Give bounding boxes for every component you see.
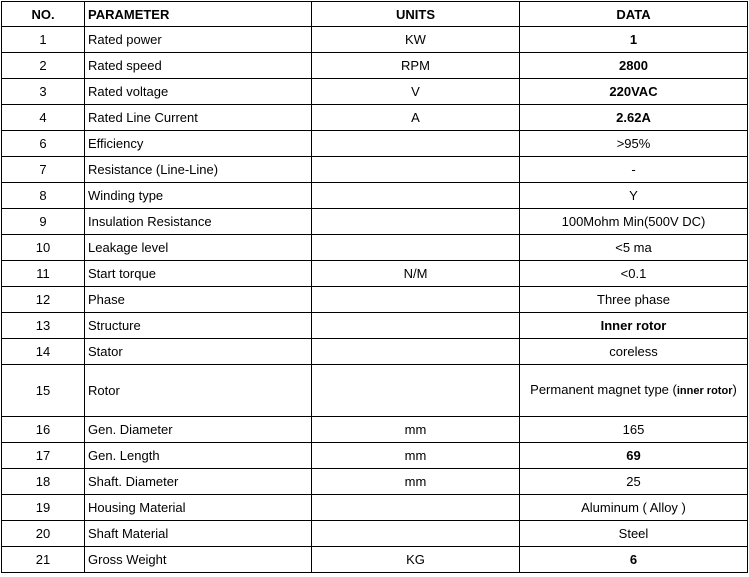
row-parameter: Stator bbox=[85, 339, 312, 365]
rotor-data-close: ) bbox=[732, 382, 737, 397]
row-units: V bbox=[312, 79, 520, 105]
table-row bbox=[2, 79, 748, 105]
row-parameter: Insulation Resistance bbox=[85, 209, 312, 235]
row-parameter: Leakage level bbox=[85, 235, 312, 261]
table-row bbox=[2, 365, 748, 417]
row-units bbox=[312, 131, 520, 157]
row-units bbox=[312, 339, 520, 365]
row-data: 2.62A bbox=[520, 105, 748, 131]
row-no: 16 bbox=[2, 417, 85, 443]
table-row bbox=[2, 443, 748, 469]
row-no: 7 bbox=[2, 157, 85, 183]
row-parameter: Gen. Length bbox=[85, 443, 312, 469]
row-data: Y bbox=[520, 183, 748, 209]
row-units: N/M bbox=[312, 261, 520, 287]
table-row bbox=[2, 53, 748, 79]
row-parameter: Housing Material bbox=[85, 495, 312, 521]
table-row bbox=[2, 521, 748, 547]
row-units: KW bbox=[312, 27, 520, 53]
table-row bbox=[2, 313, 748, 339]
row-parameter: Rated voltage bbox=[85, 79, 312, 105]
row-units bbox=[312, 183, 520, 209]
row-data: 165 bbox=[520, 417, 748, 443]
row-units bbox=[312, 365, 520, 417]
row-units bbox=[312, 313, 520, 339]
row-data: >95% bbox=[520, 131, 748, 157]
row-data: 2800 bbox=[520, 53, 748, 79]
row-data: 220VAC bbox=[520, 79, 748, 105]
row-parameter: Rated power bbox=[85, 27, 312, 53]
row-data: coreless bbox=[520, 339, 748, 365]
row-parameter: Structure bbox=[85, 313, 312, 339]
row-units: mm bbox=[312, 443, 520, 469]
header-row bbox=[2, 2, 748, 27]
row-units: KG bbox=[312, 547, 520, 573]
row-no: 11 bbox=[2, 261, 85, 287]
row-parameter: Start torque bbox=[85, 261, 312, 287]
row-parameter: Efficiency bbox=[85, 131, 312, 157]
table-row bbox=[2, 261, 748, 287]
row-units bbox=[312, 235, 520, 261]
table-row bbox=[2, 131, 748, 157]
row-parameter: Shaft. Diameter bbox=[85, 469, 312, 495]
table-row bbox=[2, 547, 748, 573]
row-no: 15 bbox=[2, 365, 85, 417]
row-data: <5 ma bbox=[520, 235, 748, 261]
row-parameter: Rotor bbox=[85, 365, 312, 417]
row-parameter: Shaft Material bbox=[85, 521, 312, 547]
row-units bbox=[312, 209, 520, 235]
table-row bbox=[2, 105, 748, 131]
row-data: 100Mohm Min(500V DC) bbox=[520, 209, 748, 235]
table-row bbox=[2, 157, 748, 183]
row-parameter: Phase bbox=[85, 287, 312, 313]
row-data: Three phase bbox=[520, 287, 748, 313]
spec-table bbox=[1, 1, 748, 573]
row-data: 6 bbox=[520, 547, 748, 573]
row-no: 12 bbox=[2, 287, 85, 313]
row-data: Inner rotor bbox=[520, 313, 748, 339]
header-no: NO. bbox=[2, 2, 85, 27]
row-no: 8 bbox=[2, 183, 85, 209]
header-units: UNITS bbox=[312, 2, 520, 27]
row-no: 20 bbox=[2, 521, 85, 547]
row-no: 1 bbox=[2, 27, 85, 53]
row-data: 69 bbox=[520, 443, 748, 469]
table-row bbox=[2, 235, 748, 261]
row-no: 14 bbox=[2, 339, 85, 365]
table-row bbox=[2, 339, 748, 365]
row-no: 3 bbox=[2, 79, 85, 105]
row-data: <0.1 bbox=[520, 261, 748, 287]
table-row bbox=[2, 417, 748, 443]
row-units bbox=[312, 495, 520, 521]
row-data: Steel bbox=[520, 521, 748, 547]
row-parameter: Gen. Diameter bbox=[85, 417, 312, 443]
row-data: 1 bbox=[520, 27, 748, 53]
row-data: Aluminum ( Alloy ) bbox=[520, 495, 748, 521]
row-parameter: Rated speed bbox=[85, 53, 312, 79]
header-data: DATA bbox=[520, 2, 748, 27]
rotor-data-bold-text: inner rotor bbox=[676, 385, 733, 397]
row-units bbox=[312, 287, 520, 313]
row-units bbox=[312, 521, 520, 547]
row-units: mm bbox=[312, 469, 520, 495]
header-parameter: PARAMETER bbox=[85, 2, 312, 27]
row-parameter: Rated Line Current bbox=[85, 105, 312, 131]
row-no: 10 bbox=[2, 235, 85, 261]
row-parameter: Gross Weight bbox=[85, 547, 312, 573]
row-parameter: Winding type bbox=[85, 183, 312, 209]
row-no: 21 bbox=[2, 547, 85, 573]
row-units: mm bbox=[312, 417, 520, 443]
row-units: RPM bbox=[312, 53, 520, 79]
row-no: 9 bbox=[2, 209, 85, 235]
row-no: 2 bbox=[2, 53, 85, 79]
table-row bbox=[2, 495, 748, 521]
row-no: 18 bbox=[2, 469, 85, 495]
table-row bbox=[2, 469, 748, 495]
row-no: 19 bbox=[2, 495, 85, 521]
table-row bbox=[2, 209, 748, 235]
row-data: 25 bbox=[520, 469, 748, 495]
row-no: 4 bbox=[2, 105, 85, 131]
table-row bbox=[2, 27, 748, 53]
row-no: 6 bbox=[2, 131, 85, 157]
row-data bbox=[520, 365, 748, 417]
table-row bbox=[2, 287, 748, 313]
row-units bbox=[312, 157, 520, 183]
row-units: A bbox=[312, 105, 520, 131]
row-data: - bbox=[520, 157, 748, 183]
row-no: 13 bbox=[2, 313, 85, 339]
row-parameter: Resistance (Line-Line) bbox=[85, 157, 312, 183]
row-no: 17 bbox=[2, 443, 85, 469]
table-row bbox=[2, 183, 748, 209]
rotor-data-text: Permanent magnet type ( bbox=[530, 382, 677, 397]
